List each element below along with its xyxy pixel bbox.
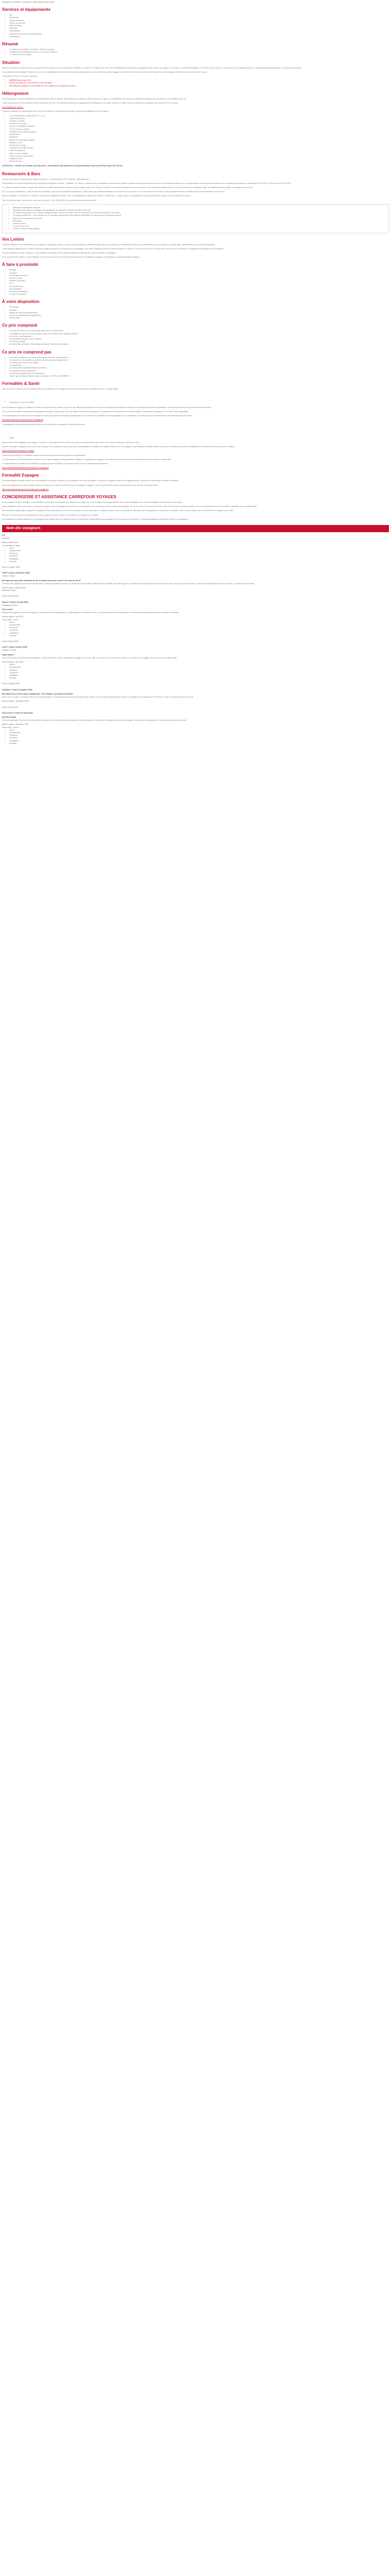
paragraph: Ces informations sont fournies à titre indicatif et ne sauraient engager la responsabilité de l'agence. Il appartient au voyageur de se tenir informé des évolutions éventuelles auprès des autorités compétentes. [2,458,172,461]
services-heading: Services et équipements [2,7,51,12]
review-author: Luca*** (voté le 28 juin 2025) [2,646,27,649]
list-item: • Coffre-fort [9,136,389,139]
pasteur-link[interactable]: https://www.pasteur.fr/fr/centre-medical [2,450,35,452]
rating-category: • Propreté [9,635,389,637]
rating-category: • Emplacement [9,666,389,669]
list-item: • Service PMR [9,317,389,319]
rating-category: • Literie [9,729,389,732]
review-author: Anne-Laure*** (voté le 9 août 2024) [2,711,33,714]
list-item: • Téléphone avec ligne directe [9,147,389,149]
review-title: Bel hôtel pour un beau repos et qualité prix. Très chargé, le personnel très fidèle [2,692,73,695]
score-label: Très bien [2,537,10,540]
list-item: • 2 lits individuels ou lit King Size de 2 x 2 m. [9,115,389,117]
paragraph: Pour toutes informations concernant les formalités douanières, rendez-vous sur le site officiel des douanes françaises. Il est également recommandé de consulter l'onglet « Conseils aux voyageurs » sur le site France Diplomatie. [2,410,189,413]
review-vote-date: Voté le 18 juillet 2025 [2,683,20,685]
paragraph: Lors de votre séjour à l'hôtel Barceló Tiguesse Beach 4*, vous bénéficierez de la formule « petit-déjeuner ». [2,178,90,180]
spain-formalities-heading: Formalité Espagne [2,473,39,478]
paragraph: Aucune vaccination obligatoire pour entrer dans le pays. Il est conseillé de vous munir des recommandations sanitaires de l'Institut Pasteur. Pour les voyageurs avec traitement médical, veillez à avoir vos ordonnances en ordre et suffisamment de médicaments pour la durée du séjour. [2,446,235,448]
list-item: • Santé [9,437,389,439]
review-body: Belle vue sur la mer. La chambre est propre et bien équipée. Le restaurant propose des plats variés et de qualité. Le personnel est disponible et souriant. L'animation est sympathique. Petit bémol : le bar de la piscine ferme un peu tôt. [2,696,194,699]
review-author: Sacha*** (voté le 26 mai 2025) [2,601,28,603]
situation-heading: Situation [2,60,20,65]
list-item: • Planche à roulettes [9,280,389,282]
paragraph: Vous profiterez d'un accès illimité aux deux restaurants principaux de l'hôtel : « Atlantis » et « Naya », situés au rez-de-chaussée ou en terrasse. Buffets à volonté et plats préparés sous vos yeux. Les restaurants offrent une vue panoramique sur la piscine principale et vous accueillent tous les jours, petit-déjeuner de 7h30 à 10h30 et dîner de 19h à 22h. [2,182,292,184]
review-vote-date: Voté le 3 janvier 2025 [2,566,20,568]
list-item: • Wifi [9,14,389,16]
list-item: • Machine à café [9,142,389,144]
room-amenities-list [2,115,389,163]
list-item: • Canapé-lit (enfant) [9,117,389,120]
list-item: • RÉSERVÉ AUX ADULTES [9,79,389,82]
paragraph: Les ressortissants hors-UE doivent se renseigner auprès des autorités consulaires compétentes pour connaître les formalités d'entrée applicables à leur nationalité, en fonction du pays de destination et des éventuels pays de transit. [2,415,192,417]
paragraph: Afin de vous informer pour la préparation de votre voyage, consultez l'onglet « Formalités » et contactez un conseiller. [2,514,99,516]
summary-heading: Résumé [2,42,19,47]
review-author: Claudine*** (voté le 18 juillet 2025) [2,688,32,691]
list-item: • WiFi gratuit [9,306,389,309]
list-item: • L'établissement Magnifique situé sur le plus plein moderne [9,51,389,54]
review-count: Basé sur 9632 Avis [2,541,18,544]
rating-category: • Emplacement [9,624,389,626]
list-item: • Plongée [9,269,389,272]
paragraph: Nous vous rappelons que les modalités d'entrée, de séjour et de sortie du territoire sont à la charge du voyageur. Nous ne pourrons être tenus responsables en cas de refus d'embarquement. [2,484,158,486]
paragraph: L'hôtel est à 20 min en voiture de l'aéroport. [2,75,38,78]
formalities-list [2,401,389,404]
leisure-heading: Vos Loisirs [2,236,24,242]
rating-category: • Personnel [9,734,389,737]
rating-category: • Personnel [9,669,389,672]
paragraph: Aucun vaccin n'est obligatoire pour voyager. Toutefois, il est conseillé d'être à jour de ses vaccins universels ainsi que d'avoir une trousse à pharmacie prête avec vous. [2,441,140,444]
available-list [2,306,389,319]
paragraph: Son positionnement privilégié en front de mer, leur, des installations modernes et des services personnalisés, vous permet d'un séjour magique, en bordure de l'eau donnant un excellent spa et un cadre élégant à l'intérieur avec des amis ou en couple. [2,71,208,73]
paragraph: La réglementation en matière de formalités de voyage peut être modifiée à tout moment. Merci de vous renseigner régulièrement. [2,462,108,465]
list-item: • Douche de type Rain shower [9,155,389,158]
review-body: Nous avons passé une semaine très agréable. L'hôtel est très bien situé, à proximité de la plage et du centre-ville. Le personnel est à l'écoute et souriant. Les repas sont de qualité. Nous y retournerons avec plaisir. [2,656,177,659]
review-item [2,683,389,703]
price-includes-list [2,330,389,346]
list-item: • Restaurant [9,16,389,19]
rating-category: • Propreté [9,561,389,563]
all-inclusive-box [2,204,389,233]
review-note: Voir la note : 5 sur 5 [2,726,19,728]
rating-category: • Propreté [9,677,389,680]
rating-category: • Chambres [9,737,389,739]
formalities-heading: Formalités & Santé [2,381,40,386]
paragraph: Toutes les informations de formalités d'entrée et de santé sont données sous réserve de modifications. [2,454,87,456]
rating-category: • Personnel [9,626,389,629]
summary-list [2,48,389,57]
review-stay-date: Date du séjour : janvier 2026 [2,587,26,589]
review-item [2,595,389,637]
rating-category: • Chambres [9,672,389,674]
review-item [2,566,389,592]
paragraph: La piscine offrant une vue imprenable sur la plage et le magnifique coucher de soleil, vous permettra de profiter du soleil autour de la piscine, de commander à boire et de vous détendre avec un cocktail ou un plat léger. Des transats sont mis à votre disposition. [2,243,216,246]
paragraph: Vous trouverez ci-dessous les informations utiles pour préparer votre voyage et prendre connaissance des modalités à suivre à chaque étape : [2,388,119,391]
rating-category: • Emplacement [9,550,389,552]
list-item: • La formule « petit-déjeuner » [9,335,389,338]
list-item: • Passeport en cours de validité [9,401,389,404]
rating-category: • Qualité/prix [9,632,389,635]
list-item: • Sèche-cheveux [9,160,389,163]
reviews-summary [2,534,389,563]
paragraph: Chambre lumineuse de superficie de 26 m² avec un lit double et une salle de bain privée. Equipement pratique d'un lit de 2 places [2,110,109,113]
list-item: • Centre de bien-être [9,22,389,25]
list-item: • Boutique [9,309,389,312]
paragraph: Les demandes formulées auprès de la conciergerie sont traitées dans les meilleurs délais, en fonction de la disponibilité des prestataires et de la nature de la demande. Certaines prestations peuvent faire l'objet d'un supplément. [2,518,189,520]
review-stay-date: Date du séjour : décembre 2024 [2,723,29,726]
paragraph: En choisissant Carrefour Voyages, vous bénéficiez d'un service conciergerie pour préparer votre séjour en toute sérénité. Notre équipe dédiée reste à votre disposition pour vous accompagner tout au long de votre séjour. [2,501,183,503]
list-item: • Au "Sunset Sports Bar" et au "Beach Lounge Pool Bar" service à la carte 100% de boissons et une sélection de tapas et de snacks [13,212,385,214]
breadcrumb: Description Formalités, Concierge & Logis Vacations Avis Client [2,1,55,3]
review-title: Bel hôtel qui fournit des chambres de 32 m2 quand vous avez réservé une suite de 39 m2 [2,579,81,582]
review-vote-date: Voté le 26 mai 2025 [2,595,19,598]
list-item: • Peignoir de bain [9,158,389,160]
list-item: • Accès aux personnes à mobilité réduite [9,33,389,36]
list-item: • Climatisation [9,133,389,136]
list-item: • Les assurances complémentaires facultatives [9,367,389,369]
list-item: • Service en chambre 24 heures [9,125,389,128]
list-item: • Service de blanchisserie (supplément) [9,314,389,317]
list-item: • Complètement privatisé sur le site, à 150m de la plage [9,48,389,51]
list-item: • Wifi gratuit [13,220,385,223]
list-item: • Accessoires de bain [9,144,389,147]
paragraph: Dans le restaurant « Sunset Bar » « Atlantis » vous pourrez également profiter d'une vue magnifique en offrant une formule « Salade Bar », « plats uniques » de qualité avec des propositions de menus pour les grands ou les petits. [2,195,191,197]
review-item [2,640,389,680]
review-rating-categories [2,729,389,745]
list-item: • Boissons et cocktails de marques [13,207,385,209]
price-excludes-heading: Ce prix ne comprend pas [2,349,52,354]
paragraph: Les ressortissants français doivent être en possession d'une carte d'identité ou d'un passeport en cours de validité. Les mineurs voyageant seuls doivent également être munis d'une autorisation de sortie du territoire. [2,480,179,482]
review-vote-date: Voté le 9 août 2024 [2,706,18,708]
rating-category: • Emplacement [9,732,389,734]
reviews-subtitle: Commentaires Clients [2,544,21,547]
paragraph: Au « B Lounge Cocktail Bar », situé en face de la réception, vous pourrez déguster des boissons, à l'abri, dans une ambiance élégante et en accord avec vos envies. Le bar est ouvert de 10h à 0h. Ce bar principal est le lieu de rendez-vous pour les animations de la soirée. [2,191,225,193]
paragraph: Vous pourrez aussi profiter du cadre idyllique de l'île, pour découvrir ses merveilles sous-marines, en pratiquant la plongée, le snorkeling ou d'autres activités nautiques. [2,256,140,259]
list-item: • SITUÉ AU BORD DE LA PLAGE DE LAS COLINAS [9,82,389,84]
reviews-header-bar [2,525,389,532]
review-title: Excellent séjour [2,716,17,718]
diplomatie-link-2[interactable]: https://www.diplomatie.gouv.fr/fr/conseils-aux-voyageurs/ [2,467,49,469]
list-item: • Boissons et cocktails du Beach Bar [13,217,385,220]
all-inclusive-list [6,207,385,231]
list-item: • L'hébergement, pour la durée du séjour choisi, en chambre de la catégorie réservée [9,333,389,335]
review-location: Strasbourg, France [2,604,18,606]
price-excludes-list [2,357,389,378]
nearby-heading: À faire à proximité [2,262,38,267]
restaurants-heading: Restaurants & Bars [2,171,41,176]
list-item: • Les pourboires [9,364,389,367]
list-item: • TV 32" LCD par satellite [9,128,389,131]
review-body: Chambre très spacieuse dans une très belle suite. L'hôtel est agréable et propre. Le personnel est accueillant, attentif et très serviable. Seul point négatif : les chambres communiquent entre elles par une porte, ce qui peut être bruyant. La piscine est très agréable et la vue superbe. Je recommande cet hôtel. [2,582,255,585]
spain-link[interactable]: https://www.diplomatie.gouv.fr/fr/conseils-aux-voyageurs/ [2,488,49,490]
paragraph: Avant, pendant et après votre séjour, une équipe d'experts vous accompagne pour répondre à vos questions et à vos besoins. Notre équipe reste joignable 7j/7 de 9h à 21h et le week-end de 10h à 19h. Si vous avez la moindre question ou si vous souhaitez réserver une activité, contactez votre conseiller dédié. [2,505,257,508]
review-stay-date: Date du séjour : juin 2025 [2,661,23,664]
diplomatie-link[interactable]: www.diplomatie.gouv.fr/fr/conseils-aux-voyageurs/ [2,419,43,421]
accommodation-heading: Hébergement [2,91,29,96]
list-item: • Activités du soir [13,223,385,225]
paragraph: L'hôtel est composé de 136 chambres Deluxe et Deluxe Vue Mer, 145 chambres Deluxe avec équipement et technologie et 80 suites ouvertes Le Hôtel. Et pour se détendre, 25 piscines avec piscine de 3 et 4 pièces. [2,102,179,105]
paragraph: Vous découvrirez le superbe chambres de l'hôtel Barcelo Tiguesse Beach, salles élaborées et décorées dans le style de la région, se répartissent sur 2 niveaux et comprennent également des suites et des chambres avec vue. [2,97,187,100]
list-item: • Les transferts aéroport / hôtel / aéroport [9,338,389,341]
list-item: • Les dépenses d'ordre personnel [9,370,389,372]
paragraph: Pour un prix plus élevé, vous pouvez opter pour la formule « ALL INCLUSIVE » qui comprend les services suivants : [2,199,97,201]
room-type-label: Les chambres de Deluxe : [2,106,24,109]
list-item: • Cyclisme [9,272,389,275]
concierge-heading: CONCIERGERIE ET ASSISTANCE CARREFOUR VOYAGES [2,494,117,499]
review-location: Hoboken, France [2,649,17,652]
rating-category: • Personnel [9,552,389,555]
list-item: • La franchise bagage (selon le transporteur) [9,372,389,375]
list-item: • Promenades à cheval [9,275,389,277]
list-item: • Salle de bain complète [9,152,389,155]
paragraph: Les passagers ne pourront pas accéder à bord si leurs documents de voyage ne sont pas conformes. [2,423,86,426]
list-item: • Les taxes de séjour [9,341,389,343]
list-item: • Climatisation [9,30,389,32]
list-item: • "B lounge cocktail bar" + une sélection de 10 cocktails préparés avec des boissons alcoolisées de marque pour les grands moments [13,214,385,217]
services-list [2,14,389,38]
list-item: • Location de voitures [9,293,389,296]
review-body: Emplacement parfait, au bord de la plage. Le personnel est très sympathique. Le petit-déjeuner est copieux et varié. Les chambres sont bien entretenues. Je recommande cet établissement pour un séjour de détente. [2,612,180,614]
rating-category: • Qualité/prix [9,558,389,561]
review-rating-categories [2,664,389,680]
paragraph: Situé au sommet de la côte sud ouest, Luciana est un lieu hôtel le plus en bordure des Caraïbes. Le reste de ce logement se crée entre le Mansard et le plus beau de paysages d'Anse Couleur sur lequel le vue entre le « quinte de Martinique » au 25 de de Sa « Anse » Il recevez le Sud de Tiguesse Beach, un nouvel hôtel récemment gardé et conçu pour quiconque. [2,66,302,69]
review-stay-date: Date du séjour : mai 2025 [2,616,24,618]
list-item: • Terrasse ou balcon [9,120,389,123]
list-item: • Planche à voile [9,277,389,280]
list-item: • Surf [9,282,389,285]
paragraph: Pour les résidents de l'hôtel « Barceló » il est possible de participer à des activités organisées telles que des cours de fitness et d'aquagym. [2,251,117,254]
list-item: • Parc aquatique [9,288,389,291]
review-vote-date: Voté le 28 juin 2025 [2,640,19,643]
list-item: • Les vols aller-retour vers la destination (avec sac en soute inclus) [9,330,389,332]
list-item: • Les taxes aéroportuaires et surcharges carburant (soumises à variation) [9,343,389,346]
rating-category: • Chambres [9,629,389,632]
list-item: • Accès à la salle de gym (gratuit) [13,228,385,230]
review-body: Hôtel très agréable. Personnel très accueillant et disponible. Les chambres sont spacieuses et bien entretenues. La situation est idéale pour découvrir la région. La piscine est très agréable. Je recommande vivement cet hôtel. [2,719,187,722]
paragraph: Une assistance téléphonique d'urgence est également disponible 24h/24 et 7j/7 pour tout imprévu durant votre séjour : problème médical, perte de documents, difficultés avec l'hébergement. Vous pouvez la contacter via le numéro indiqué sur vos documents de voyage ou par email. [2,510,234,512]
price-includes-heading: Ce prix comprend [2,323,38,328]
nearby-list [2,269,389,296]
rating-category: • Chambres [9,555,389,557]
list-item: • Salle de fitness [9,25,389,27]
list-item: • Conciergerie [9,36,389,38]
paragraph: Le « Barceló Cruise Pool Bar » propose ses délicieux cocktails ainsi que des boissons tout au long de la journée. Idéal pour profiter d'un moment de détente en bord de piscine. Vous y trouverez également tout ce qu'il vous faut pour un déjeuner léger. Un établissement de qualité, romantique ou entre amis. [2,186,254,189]
list-item: • Télévision [9,27,389,30]
list-item: • Golf (Costa Golf) [9,285,389,288]
list-item: • Minibar (sur demande, payant) [9,139,389,142]
review-location: France, France [2,575,15,578]
list-item: • Piscine extérieure [9,20,389,22]
score-value: 4.5 [2,534,5,536]
list-item: • Excursions touristiques [9,291,389,293]
rating-category: • Literie [9,547,389,550]
available-heading: À votre disposition [2,299,40,304]
review-title: Très correct [2,608,13,611]
review-item [2,706,389,745]
list-item: • Service à thé à 16h [13,225,385,228]
health-list [2,437,389,439]
list-item: • Le superbe bar tout équipé [9,54,389,56]
adults-only-warning: ATTENTION : L'HÔTEL EST DÉDIÉ AUX ADULTES : LES ENFANTS DE MOINS DE 18 ANS NE SERONT PAS ACCEPTÉS DANS CET HÔTEL. [2,165,123,167]
paragraph: Les formalités de voyage et conditions d'entrée sont régulièrement mises à jour sur le site officiel de l'Ambassade et sur le site du Ministère des Affaires étrangères et européennes (France Diplomatie). Il est recommandé de les consulter avant votre départ. [2,406,212,409]
list-item: • Tout ce qui n'est pas mentionné dans la rubrique "CE PRIX COMPREND" [9,375,389,378]
list-item: • Télévision écran plat [9,123,389,125]
rating-category: • Literie [9,621,389,624]
list-item: • Les repas et boissons non mentionnés dans la formule « petit-déjeuner » [9,357,389,359]
paragraph: L'hôtel dispose également d'un centre de bien-être équipé d'un sauna, de bains turcs, de massages, d'un spa et d'autres services comme la plongée d'un jacuzzi. L'accès est en plus d'un sauna inclus, et des soins de détente et massages sont disponibles sur réservation. [2,247,224,250]
page [0,1,391,745]
list-item: • Les services et les activités proposées qui sont payants en supplément [9,359,389,362]
rating-category: • Literie [9,664,389,666]
list-item: • Bouteilles d'eau, bières et boissons non alcoolisées au restaurant "Atlantis" et dans le mini-bar [13,209,385,212]
list-item: • Connexion Wifi / internet gratuite [9,131,389,133]
list-item: • Espace de bien-être (supplément) [9,312,389,314]
rating-category: • Qualité/prix [9,740,389,742]
list-item: • DESTINATION IDÉALE POUR FAIRE DE LA PLONGÉE ET PLANCHE À VOILE [9,85,389,88]
review-location-2: Marseille, France [2,589,17,592]
situation-list [2,79,389,88]
rating-category: • Propreté [9,742,389,745]
review-note: Voir la note : 4 sur 5 [2,618,19,621]
review-stay-date: Date du séjour : décembre 2024 [2,700,29,703]
reviews-title: Note des voyageurs [6,526,41,530]
list-item: • La location de voiture et ses options [9,362,389,364]
list-item: • Coffre-fort (payant) [9,149,389,152]
rating-category: • Qualité/prix [9,674,389,677]
review-author: Jean*** (voté le 26 janvier 2026) [2,572,30,574]
review-title: Super séjour ! [2,653,15,656]
